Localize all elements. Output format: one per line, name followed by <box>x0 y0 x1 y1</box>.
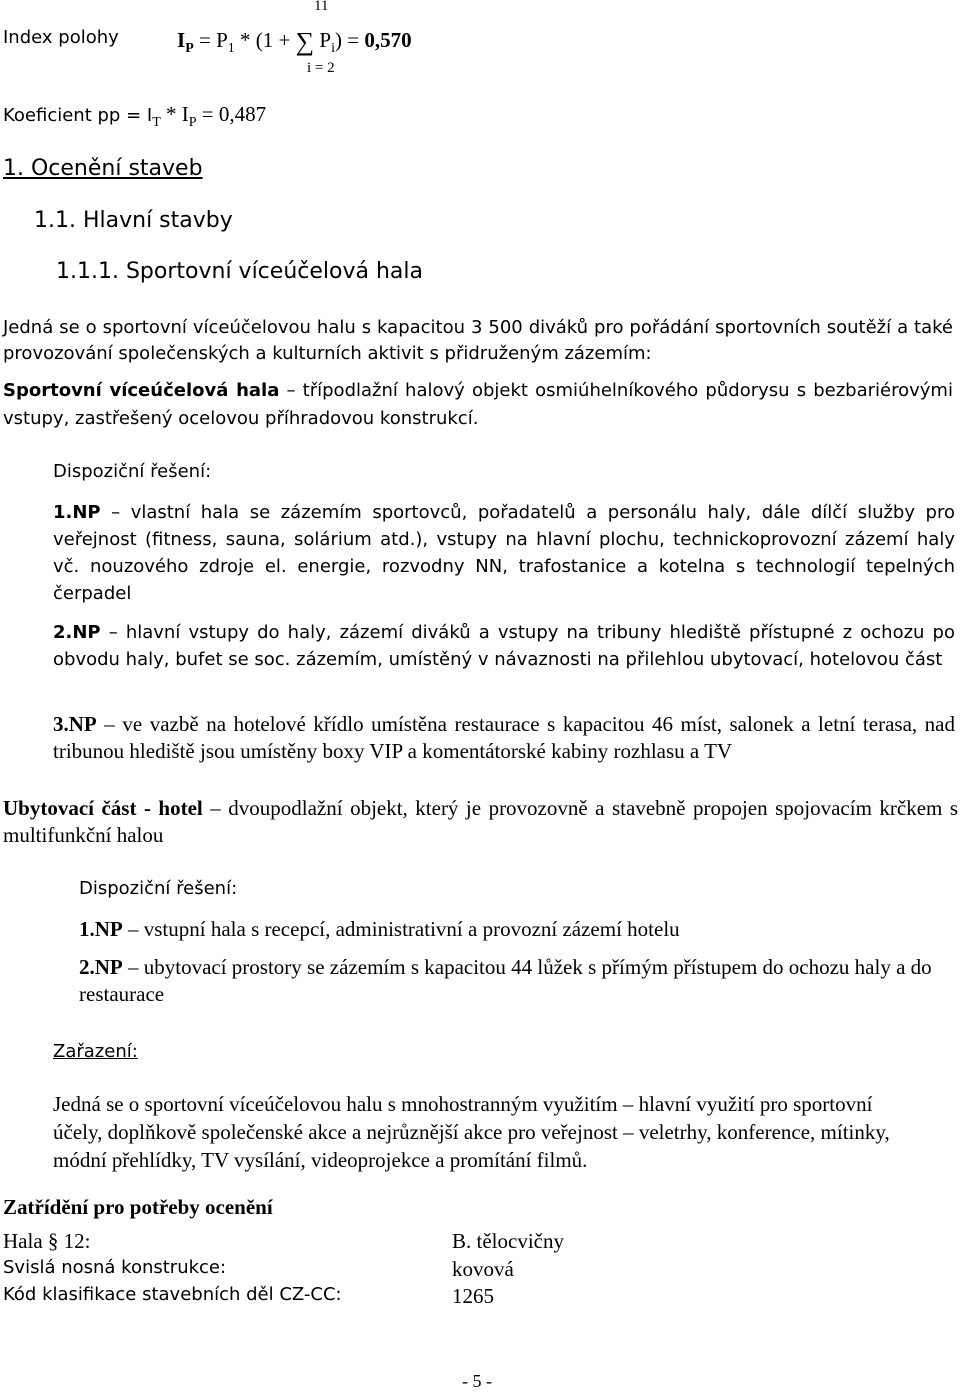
valuation-row-value: 1265 <box>452 1284 494 1308</box>
hall-paragraph: Sportovní víceúčelová hala – třípodlažní halový objekt osmiúhelníkového půdorysu s bezbariérovými vstupy, zastřešený ocelovou příhradovou konstrukcí. <box>3 380 953 429</box>
valuation-row-value: kovová <box>452 1257 514 1281</box>
index-polohy-label: Index polohy <box>3 27 119 48</box>
heading-3: 1.1.1. Sportovní víceúčelová hala <box>56 259 423 284</box>
sum-upper-limit: 11 <box>314 0 329 14</box>
sum-lower-limit: i = 2 <box>307 60 335 76</box>
intro-paragraph: Jedná se o sportovní víceúčelovou halu s kapacitou 3 500 diváků pro pořádání sportovních soutěží a také provozování společenských a kulturních aktivit s přidruženým zázemím: <box>3 317 953 364</box>
heading-2: 1.1. Hlavní stavby <box>34 208 233 233</box>
sum-symbol: ∑ <box>295 27 315 56</box>
classification-label: Zařazení: <box>53 1041 138 1062</box>
index-polohy-formula: $I_P = P_1 * (1$ + ∑ $P_i) = 0,570$ <box>177 27 412 56</box>
koeficient-formula: Koeficient pp = $I_T * I_P = 0,487$ <box>3 102 267 130</box>
hotel-item-1: 1.NP – vstupní hala s recepcí, administrativní a provozní zázemí hotelu <box>79 917 680 941</box>
hall-disposition-label: Dispoziční řešení: <box>53 461 212 482</box>
page-number: - 5 - <box>462 1371 492 1391</box>
hall-item-1: 1.NP – vlastní hala se zázemím sportovců, pořadatelů a personálu haly, dále dílčí služby pro veřejnost (fitness, sauna, solárium atd.), vstupy na hlavní plochu, technickoprovozní zázemí haly vč. nouzového zdroje el. energie, rozvodny NN, trafostanice a kotelna s technologií tepelných čerpadel <box>53 502 955 604</box>
hotel-paragraph: Ubytovací část - hotel – dvoupodlažní objekt, který je provozovně a stavebně propojen spojovacím krčkem s multifunkční halou <box>3 796 959 847</box>
index-polohy-result: 0,570 <box>364 28 412 52</box>
valuation-row-label: Svislá nosná konstrukce: <box>3 1257 227 1278</box>
valuation-row-label: Hala § 12: <box>3 1229 91 1253</box>
hotel-disposition-label: Dispoziční řešení: <box>79 878 238 899</box>
hall-title: Sportovní víceúčelová hala <box>3 380 280 401</box>
heading-1: 1. Ocenění staveb <box>3 156 203 181</box>
hall-item-3: 3.NP – ve vazbě na hotelové křídlo umístěna restaurace s kapacitou 46 míst, salonek a letní terasa, nad tribunou hlediště jsou umístěny boxy VIP a komentátorské kabiny rozhlasu a TV <box>53 712 955 763</box>
hall-item-2: 2.NP – hlavní vstupy do haly, zázemí diváků a vstupy na tribuny hlediště přístupné z ochozu po obvodu haly, bufet se soc. zázemím, umístěný v návaznosti na přilehlou ubytovací, hotelovou část <box>53 622 955 670</box>
valuation-title: Zatřídění pro potřeby ocenění <box>3 1195 273 1219</box>
valuation-row-label: Kód klasifikace stavebních děl CZ-CC: <box>3 1284 342 1305</box>
valuation-row-value: B. tělocvičny <box>452 1229 564 1253</box>
hotel-title: Ubytovací část - hotel <box>3 796 203 820</box>
classification-paragraph: Jedná se o sportovní víceúčelovou halu s mnohostranným využitím – hlavní využití pro sportovní účely, doplňkově společenské akce a nejrůznější akce pro veřejnost – veletrhy, konference, mítinky, módní přehlídky, TV vysílání, videoprojekce a promítání filmů. <box>53 1092 890 1172</box>
hotel-item-2: 2.NP – ubytovací prostory se zázemím s kapacitou 44 lůžek s přímým přístupem do ochozu haly a do restaurace <box>79 955 932 1006</box>
